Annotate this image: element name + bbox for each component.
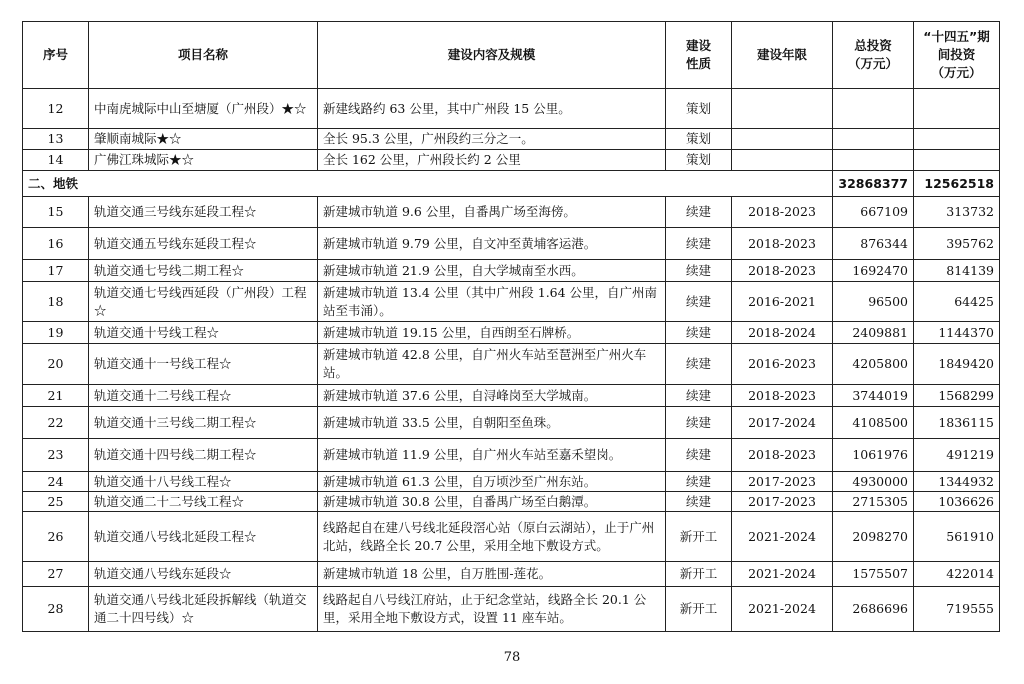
- header-name: 项目名称: [89, 22, 318, 89]
- header-content: 建设内容及规模: [318, 22, 666, 89]
- cell-total: 4108500: [833, 407, 914, 439]
- table-row: [23, 407, 1000, 439]
- cell-content: 新建城市轨道 61.3 公里，自万顷沙至广州东站。: [318, 472, 666, 492]
- cell-content: 新建城市轨道 9.79 公里，自文冲至黄埔客运港。: [318, 228, 666, 260]
- table-row: [23, 197, 1000, 228]
- cell-total: 1575507: [833, 562, 914, 587]
- cell-name: 轨道交通十四号线二期工程☆: [89, 439, 318, 472]
- cell-total: 2409881: [833, 322, 914, 344]
- cell-no: 23: [23, 439, 89, 472]
- cell-years: 2017-2024: [732, 407, 833, 439]
- cell-content: 新建城市轨道 19.15 公里，自西朗至石牌桥。: [318, 322, 666, 344]
- cell-years: 2018-2023: [732, 260, 833, 282]
- cell-content: 新建线路约 63 公里，其中广州段 15 公里。: [318, 89, 666, 129]
- cell-nature: 策划: [666, 150, 732, 171]
- cell-content: 线路起自在建八号线北延段滘心站（原白云湖站），止于广州北站，线路全长 20.7 公里，采用全地下敷设方式。: [318, 512, 666, 562]
- cell-total: 2715305: [833, 492, 914, 512]
- cell-content: 新建城市轨道 33.5 公里，自朝阳至鱼珠。: [318, 407, 666, 439]
- cell-total: [833, 89, 914, 129]
- cell-no: 17: [23, 260, 89, 282]
- cell-content: 新建城市轨道 9.6 公里，自番禺广场至海傍。: [318, 197, 666, 228]
- cell-name: 轨道交通八号线北延段拆解线（轨道交通二十四号线）☆: [89, 587, 318, 632]
- cell-nature: 续建: [666, 197, 732, 228]
- cell-nature: 续建: [666, 228, 732, 260]
- cell-years: 2016-2021: [732, 282, 833, 322]
- section-label: 二、地铁: [23, 171, 833, 197]
- cell-plan: 1036626: [914, 492, 1000, 512]
- header-total-line1: 总投资: [854, 38, 892, 53]
- cell-no: 13: [23, 129, 89, 150]
- cell-plan: [914, 89, 1000, 129]
- cell-name: 轨道交通十一号线工程☆: [89, 344, 318, 385]
- cell-no: 16: [23, 228, 89, 260]
- cell-plan: [914, 129, 1000, 150]
- cell-plan: 1144370: [914, 322, 1000, 344]
- section-total: 32868377: [833, 171, 914, 197]
- cell-years: 2018-2023: [732, 439, 833, 472]
- cell-no: 28: [23, 587, 89, 632]
- cell-total: 1692470: [833, 260, 914, 282]
- table-row: [23, 322, 1000, 344]
- cell-nature: 续建: [666, 282, 732, 322]
- header-plan-line3: （万元）: [931, 65, 982, 80]
- cell-years: [732, 129, 833, 150]
- section-row-metro: [23, 171, 1000, 197]
- cell-plan: 313732: [914, 197, 1000, 228]
- table-row: [23, 472, 1000, 492]
- page-number: 78: [503, 650, 521, 665]
- cell-content: 新建城市轨道 42.8 公里，自广州火车站至琶洲至广州火车站。: [318, 344, 666, 385]
- cell-plan: 422014: [914, 562, 1000, 587]
- cell-no: 19: [23, 322, 89, 344]
- cell-nature: 新开工: [666, 587, 732, 632]
- cell-no: 26: [23, 512, 89, 562]
- cell-nature: 新开工: [666, 512, 732, 562]
- table-row: [23, 562, 1000, 587]
- cell-no: 21: [23, 385, 89, 407]
- cell-plan: 561910: [914, 512, 1000, 562]
- cell-name: 轨道交通七号线西延段（广州段）工程☆: [89, 282, 318, 322]
- cell-nature: 续建: [666, 260, 732, 282]
- table-row: [23, 228, 1000, 260]
- cell-name: 轨道交通七号线二期工程☆: [89, 260, 318, 282]
- cell-years: 2016-2023: [732, 344, 833, 385]
- cell-plan: 1568299: [914, 385, 1000, 407]
- cell-name: 中南虎城际中山至塘厦（广州段）★☆: [89, 89, 318, 129]
- cell-content: 全长 162 公里，广州段长约 2 公里: [318, 150, 666, 171]
- cell-years: 2018-2023: [732, 197, 833, 228]
- cell-nature: 续建: [666, 492, 732, 512]
- table-row: [23, 587, 1000, 632]
- cell-nature: 策划: [666, 89, 732, 129]
- cell-name: 肇顺南城际★☆: [89, 129, 318, 150]
- cell-no: 15: [23, 197, 89, 228]
- cell-total: 876344: [833, 228, 914, 260]
- header-years: 建设年限: [732, 22, 833, 89]
- section-plan: 12562518: [914, 171, 1000, 197]
- cell-total: 96500: [833, 282, 914, 322]
- cell-name: 轨道交通八号线东延段☆: [89, 562, 318, 587]
- cell-content: 新建城市轨道 13.4 公里（其中广州段 1.64 公里，自广州南站至韦涌）。: [318, 282, 666, 322]
- cell-plan: 491219: [914, 439, 1000, 472]
- cell-content: 新建城市轨道 30.8 公里，自番禺广场至白鹅潭。: [318, 492, 666, 512]
- cell-no: 20: [23, 344, 89, 385]
- header-plan-line2: 间投资: [937, 47, 976, 62]
- header-total-line2: （万元）: [847, 56, 898, 71]
- cell-name: 轨道交通十二号线工程☆: [89, 385, 318, 407]
- cell-content: 新建城市轨道 18 公里，自万胜围-莲花。: [318, 562, 666, 587]
- table-row: [23, 512, 1000, 562]
- cell-years: [732, 89, 833, 129]
- cell-total: 4930000: [833, 472, 914, 492]
- table-row: [23, 129, 1000, 150]
- cell-plan: 1344932: [914, 472, 1000, 492]
- header-total: [833, 22, 914, 89]
- cell-plan: 719555: [914, 587, 1000, 632]
- cell-total: 3744019: [833, 385, 914, 407]
- cell-content: 新建城市轨道 11.9 公里，自广州火车站至嘉禾望岗。: [318, 439, 666, 472]
- cell-years: 2017-2023: [732, 472, 833, 492]
- table-row: [23, 260, 1000, 282]
- cell-content: 新建城市轨道 37.6 公里，自浔峰岗至大学城南。: [318, 385, 666, 407]
- table-row: [23, 492, 1000, 512]
- table-row: [23, 89, 1000, 129]
- cell-content: 全长 95.3 公里，广州段约三分之一。: [318, 129, 666, 150]
- cell-no: 22: [23, 407, 89, 439]
- cell-no: 12: [23, 89, 89, 129]
- cell-total: 1061976: [833, 439, 914, 472]
- header-nature: [666, 22, 732, 89]
- cell-total: 2098270: [833, 512, 914, 562]
- cell-nature: 续建: [666, 472, 732, 492]
- cell-name: 轨道交通五号线东延段工程☆: [89, 228, 318, 260]
- cell-years: 2018-2023: [732, 228, 833, 260]
- cell-plan: 64425: [914, 282, 1000, 322]
- cell-name: 广佛江珠城际★☆: [89, 150, 318, 171]
- cell-name: 轨道交通十三号线二期工程☆: [89, 407, 318, 439]
- cell-name: 轨道交通三号线东延段工程☆: [89, 197, 318, 228]
- cell-nature: 策划: [666, 129, 732, 150]
- cell-nature: 续建: [666, 439, 732, 472]
- cell-name: 轨道交通八号线北延段工程☆: [89, 512, 318, 562]
- cell-content: 线路起自八号线江府站，止于纪念堂站，线路全长 20.1 公里，采用全地下敷设方式，设置 11 座车站。: [318, 587, 666, 632]
- cell-nature: 续建: [666, 407, 732, 439]
- cell-no: 14: [23, 150, 89, 171]
- cell-plan: 1836115: [914, 407, 1000, 439]
- cell-nature: 续建: [666, 344, 732, 385]
- header-plan: [914, 22, 1000, 89]
- table-row: [23, 439, 1000, 472]
- header-row: [23, 22, 1000, 89]
- cell-name: 轨道交通十号线工程☆: [89, 322, 318, 344]
- cell-years: 2018-2024: [732, 322, 833, 344]
- cell-plan: 814139: [914, 260, 1000, 282]
- cell-name: 轨道交通二十二号线工程☆: [89, 492, 318, 512]
- cell-years: 2018-2023: [732, 385, 833, 407]
- cell-nature: 新开工: [666, 562, 732, 587]
- header-plan-line1: “十四五”期: [923, 29, 990, 44]
- cell-total: [833, 129, 914, 150]
- table-row: [23, 344, 1000, 385]
- cell-years: 2021-2024: [732, 512, 833, 562]
- cell-total: 2686696: [833, 587, 914, 632]
- table-row: [23, 282, 1000, 322]
- cell-years: [732, 150, 833, 171]
- cell-no: 25: [23, 492, 89, 512]
- cell-no: 27: [23, 562, 89, 587]
- header-nature-line1: 建设: [685, 38, 711, 53]
- cell-years: 2017-2023: [732, 492, 833, 512]
- cell-plan: [914, 150, 1000, 171]
- cell-total: [833, 150, 914, 171]
- cell-plan: 1849420: [914, 344, 1000, 385]
- cell-nature: 续建: [666, 385, 732, 407]
- cell-years: 2021-2024: [732, 562, 833, 587]
- cell-years: 2021-2024: [732, 587, 833, 632]
- table-row: [23, 385, 1000, 407]
- project-table: [22, 21, 1000, 632]
- cell-content: 新建城市轨道 21.9 公里，自大学城南至水西。: [318, 260, 666, 282]
- header-no: 序号: [23, 22, 89, 89]
- cell-no: 24: [23, 472, 89, 492]
- header-nature-line2: 性质: [685, 56, 711, 71]
- cell-plan: 395762: [914, 228, 1000, 260]
- cell-total: 4205800: [833, 344, 914, 385]
- cell-nature: 续建: [666, 322, 732, 344]
- cell-no: 18: [23, 282, 89, 322]
- cell-name: 轨道交通十八号线工程☆: [89, 472, 318, 492]
- table-row: [23, 150, 1000, 171]
- cell-total: 667109: [833, 197, 914, 228]
